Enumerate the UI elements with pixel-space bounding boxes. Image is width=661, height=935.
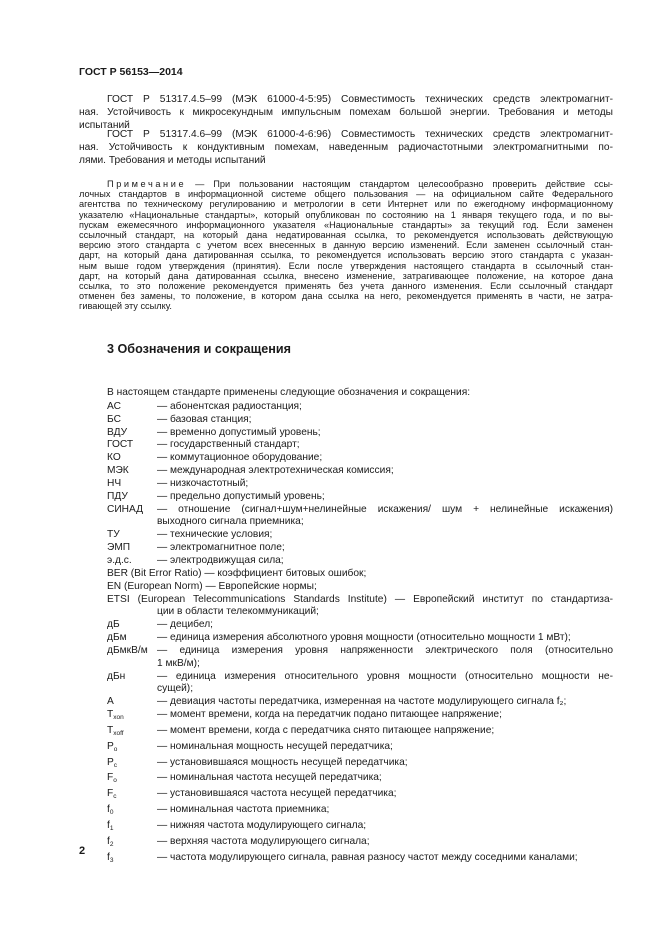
definition-line: — номинальная частота несущей передатчика; [157, 772, 382, 784]
term-subscript: xon [113, 714, 124, 722]
term-text: ГОСТ [107, 439, 134, 451]
abbreviation-term [107, 671, 157, 697]
abbreviation-definition [157, 632, 613, 645]
term-subscript: o [113, 777, 117, 785]
abbreviation-definition [157, 645, 613, 671]
note-line [79, 271, 613, 281]
term-text: ВДУ [107, 426, 128, 438]
document-header: ГОСТ Р 56153—2014 [79, 66, 183, 78]
note-line [79, 199, 613, 209]
note-line [79, 220, 613, 230]
note-line [79, 250, 613, 260]
note-text: агентства по техническому регулированию и метрологии в сети Интернет или по ежегодному информационному [79, 199, 613, 210]
term-text: э.д.с. [107, 554, 132, 566]
term-text: ПДУ [107, 490, 128, 502]
abbreviation-term [107, 741, 157, 757]
abbreviation-item [107, 439, 613, 452]
abbreviation-item [107, 852, 613, 868]
abbreviation-item [107, 401, 613, 414]
note-line [79, 261, 613, 271]
abbreviation-term [107, 788, 157, 804]
term-subscript: c [113, 761, 118, 769]
abbreviation-definition [157, 478, 613, 491]
note-text: лочных стандартов в информационной системе общего пользования — на официальном сайте Федерального [79, 189, 613, 200]
term-text: T [107, 724, 114, 736]
definition-line: — низкочастотный; [157, 477, 249, 489]
definition-line: — единица измерения относительного уровня мощности (относительно мощности не- [157, 670, 613, 682]
abbreviation-term [107, 804, 157, 820]
abbreviation-item [107, 427, 613, 440]
note-line [79, 291, 613, 301]
abbreviation-item [107, 741, 613, 757]
abbreviation-definition [157, 820, 613, 836]
abbreviation-item: EN (European Norm) — Европейские нормы; [107, 580, 317, 592]
term-text: T [107, 709, 114, 721]
abbreviation-item [107, 696, 613, 709]
note-paragraph [79, 179, 613, 312]
paragraph-line: ная. Устойчивость к кондуктивным помехам, наведенным радиочастотными электромагнитными по- [79, 141, 613, 153]
abbreviation-item [107, 619, 613, 632]
abbreviation-term [107, 465, 157, 478]
abbreviation-item [107, 465, 613, 478]
abbreviation-definition [157, 757, 613, 773]
definition-line: — момент времени, когда на передатчик подано питающее напряжение; [157, 709, 502, 721]
section-intro: В настоящем стандарте применены следующие обозначения и сокращения: [107, 387, 471, 398]
term-text: дБн [107, 670, 126, 682]
abbreviation-term [107, 709, 157, 725]
term-text: F [107, 788, 114, 800]
term-subscript: 1 [109, 825, 114, 832]
abbreviation-definition [157, 852, 613, 868]
abbreviation-term [107, 452, 157, 465]
term-text: дБ [107, 619, 120, 631]
definition-line: — коммутационное оборудование; [157, 452, 323, 464]
abbreviation-item [107, 804, 613, 820]
abbreviation-term [107, 772, 157, 788]
abbreviation-item [107, 645, 613, 671]
abbreviation-item [107, 671, 613, 697]
abbreviation-definition [157, 741, 613, 757]
note-text: дарт, на который дана датированная ссылка, то рекомендуется использовать версию этого стандарта с указан- [79, 250, 613, 261]
term-text: СИНАД [107, 503, 144, 515]
note-line [79, 240, 613, 250]
abbreviation-definition [157, 788, 613, 804]
definition-line: сущей); [157, 683, 194, 695]
abbreviation-item: ETSI (European Telecommunications Standards Institute) — Европейский институт по стандартиза- [107, 593, 613, 605]
abbreviation-term [107, 820, 157, 836]
paragraph-line: ГОСТ Р 51317.4.6–99 (МЭК 61000-4-6:96) Совместимость технических средств электромагнит- [107, 129, 613, 140]
definition-line: — установившаяся мощность несущей передатчика; [157, 756, 408, 768]
term-text: ТУ [107, 529, 120, 541]
definition-line: — частота модулирующего сигнала, равная разносу частот между соседними каналами; [157, 851, 578, 863]
note-line [79, 210, 613, 220]
term-subscript: o [113, 745, 118, 753]
definition-line: — отношение (сигнал+шум+нелинейные искажения/ шум + нелинейные искажения) [157, 503, 613, 515]
note-line [79, 230, 613, 240]
note-line [79, 179, 613, 189]
abbreviation-term [107, 478, 157, 491]
abbreviation-definition [157, 401, 613, 414]
abbreviation-term [107, 555, 157, 568]
abbreviation-term [107, 542, 157, 555]
definition-line: — электродвижущая сила; [157, 554, 284, 566]
definition-line: — единица измерения абсолютного уровня мощности (относительно мощности 1 мВт); [157, 632, 571, 644]
definition-line: — предельно допустимый уровень; [157, 490, 325, 502]
abbreviation-item [107, 555, 613, 568]
abbreviation-item [107, 632, 613, 645]
abbreviation-term [107, 696, 157, 709]
abbreviation-item [107, 709, 613, 725]
term-text: A [107, 696, 114, 708]
note-text: ным выше годом утверждения (принятия). Если после утверждения настоящего стандарта в ссылочный стан- [79, 260, 613, 271]
page-number: 2 [79, 845, 86, 857]
term-text: f [107, 835, 110, 847]
paragraph-line: ГОСТ Р 51317.4.5–99 (МЭК 61000-4-5:95) Совместимость технических средств электромагнит- [107, 94, 613, 105]
abbreviation-definition [157, 671, 613, 697]
abbreviation-item: ции в области телекоммуникаций; [157, 606, 319, 618]
abbreviation-term [107, 529, 157, 542]
abbreviation-definition [157, 555, 613, 568]
abbreviation-term [107, 852, 157, 868]
abbreviation-item [107, 504, 613, 530]
term-text: МЭК [107, 465, 129, 477]
note-text: дарт, на который дана датированная ссылка, внесено изменение, затрагивающее положение, на которое дана [79, 270, 613, 281]
abbreviation-term [107, 401, 157, 414]
note-text: версию этого стандарта с учетом всех внесенных в данную версию изменений. Если заменен ссылочный стан- [79, 240, 613, 251]
definition-line: — государственный стандарт; [157, 439, 300, 451]
note-line [79, 189, 613, 199]
abbreviation-term [107, 619, 157, 632]
abbreviation-term [107, 414, 157, 427]
note-line [79, 281, 613, 291]
term-text: КО [107, 452, 121, 464]
abbreviation-term [107, 645, 157, 671]
abbreviation-item [107, 772, 613, 788]
term-text: дБмкВ/м [107, 644, 148, 656]
note-text: ссылочный стандарт, на который дана недатированная ссылка, то рекомендуется использовать действующую [79, 230, 613, 241]
term-text: НЧ [107, 477, 122, 489]
term-subscript: xoff [113, 729, 124, 737]
abbreviation-definition [157, 619, 613, 632]
abbreviation-definition [157, 772, 613, 788]
abbreviation-item [107, 542, 613, 555]
paragraph-line: лями. Требования и методы испытаний [79, 154, 266, 166]
abbreviation-definition [157, 465, 613, 478]
abbreviations-list [107, 387, 613, 868]
abbreviation-term [107, 427, 157, 440]
term-subscript: 2 [109, 840, 114, 848]
abbreviation-definition [157, 529, 613, 542]
definition-line: — децибел; [157, 619, 213, 631]
abbreviation-definition [157, 709, 613, 725]
abbreviation-definition [157, 439, 613, 452]
abbreviation-item [107, 757, 613, 773]
definition-line: — номинальная мощность несущей передатчика; [157, 740, 393, 752]
abbreviation-item: BER (Bit Error Ratio) — коэффициент битовых ошибок; [107, 567, 367, 579]
definition-line: — момент времени, когда с передатчика снято питающее напряжение; [157, 724, 495, 736]
definition-line: — базовая станция; [157, 413, 252, 425]
abbreviation-item [107, 836, 613, 852]
paragraph-line: ная. Устойчивость к микросекундным импульсным помехам большой энергии. Требования и методы [79, 106, 613, 118]
definition-line: — временно допустимый уровень; [157, 426, 321, 438]
abbreviation-definition [157, 804, 613, 820]
abbreviation-definition [157, 491, 613, 504]
abbreviation-term [107, 632, 157, 645]
abbreviation-term [107, 757, 157, 773]
term-text: f [107, 851, 110, 863]
definition-line: — установившаяся частота несущей передатчика; [157, 788, 397, 800]
abbreviation-term [107, 504, 157, 530]
abbreviation-item [107, 820, 613, 836]
abbreviation-term [107, 836, 157, 852]
abbreviation-item [107, 725, 613, 741]
note-label: Примечание [107, 179, 187, 189]
term-text: БС [107, 413, 121, 425]
term-text: f [107, 820, 110, 831]
reference-paragraph-2 [79, 129, 613, 168]
reference-paragraph-1 [79, 94, 613, 133]
definition-line: — девиация частоты передатчика, измеренная на частоте модулирующего сигнала f₂; [157, 696, 567, 708]
term-subscript: 3 [109, 856, 114, 864]
note-text: гивающей эту ссылку. [79, 301, 172, 312]
definition-line: 1 мкВ/м); [157, 657, 200, 669]
abbreviation-definition [157, 427, 613, 440]
abbreviation-item [107, 491, 613, 504]
abbreviation-term [107, 725, 157, 741]
abbreviation-definition [157, 725, 613, 741]
term-subscript: 0 [109, 809, 114, 817]
term-text: P [107, 740, 114, 752]
note-text: пускам ежемесячного информационного указателя «Национальные стандарты» за текущий год. Если заменен [79, 219, 613, 230]
abbreviation-item [107, 478, 613, 491]
term-text: F [107, 772, 114, 784]
note-line [79, 301, 613, 311]
abbreviation-definition [157, 542, 613, 555]
section-heading: 3 Обозначения и сокращения [107, 342, 291, 356]
abbreviation-definition [157, 452, 613, 465]
paragraph-line: испытаний [79, 119, 130, 131]
definition-line: — верхняя частота модулирующего сигнала; [157, 835, 370, 847]
definition-line: — электромагнитное поле; [157, 542, 285, 554]
abbreviation-item [107, 529, 613, 542]
definition-line: — технические условия; [157, 529, 273, 541]
abbreviation-term [107, 439, 157, 452]
abbreviation-definition [157, 504, 613, 530]
term-text: P [107, 756, 114, 768]
abbreviation-item [107, 452, 613, 465]
definition-line: — номинальная частота приемника; [157, 804, 330, 816]
term-text: ЭМП [107, 542, 131, 554]
definition-line: — международная электротехническая комиссия; [157, 465, 394, 477]
term-text: f [107, 804, 110, 816]
abbreviation-term [107, 491, 157, 504]
definition-line: выходного сигнала приемника; [157, 516, 304, 528]
definition-line: — единица измерения уровня напряженности электрического поля (относительно [157, 644, 613, 656]
note-text: указателю «Национальные стандарты», который опубликован по состоянию на 1 января текущего года, и по вы- [79, 209, 613, 220]
note-text: отменен без замены, то положение, в котором дана ссылка на него, рекомендуется применять в части, не затра- [79, 291, 613, 302]
abbreviation-definition [157, 414, 613, 427]
abbreviation-item [107, 788, 613, 804]
note-text: ссылка, то это положение рекомендуется применять без учета данного изменения. Если ссылочный стандарт [79, 281, 613, 292]
term-text: АС [107, 400, 121, 412]
abbreviation-definition [157, 836, 613, 852]
abbreviation-definition [157, 696, 613, 709]
definition-line: — абонентская радиостанция; [157, 400, 302, 412]
definition-line: — нижняя частота модулирующего сигнала; [157, 820, 367, 831]
abbreviation-item [107, 414, 613, 427]
note-text: — При пользовании настоящим стандартом целесообразно проверить действие ссы- [186, 179, 613, 189]
term-subscript: c [113, 793, 117, 801]
term-text: дБм [107, 632, 127, 644]
